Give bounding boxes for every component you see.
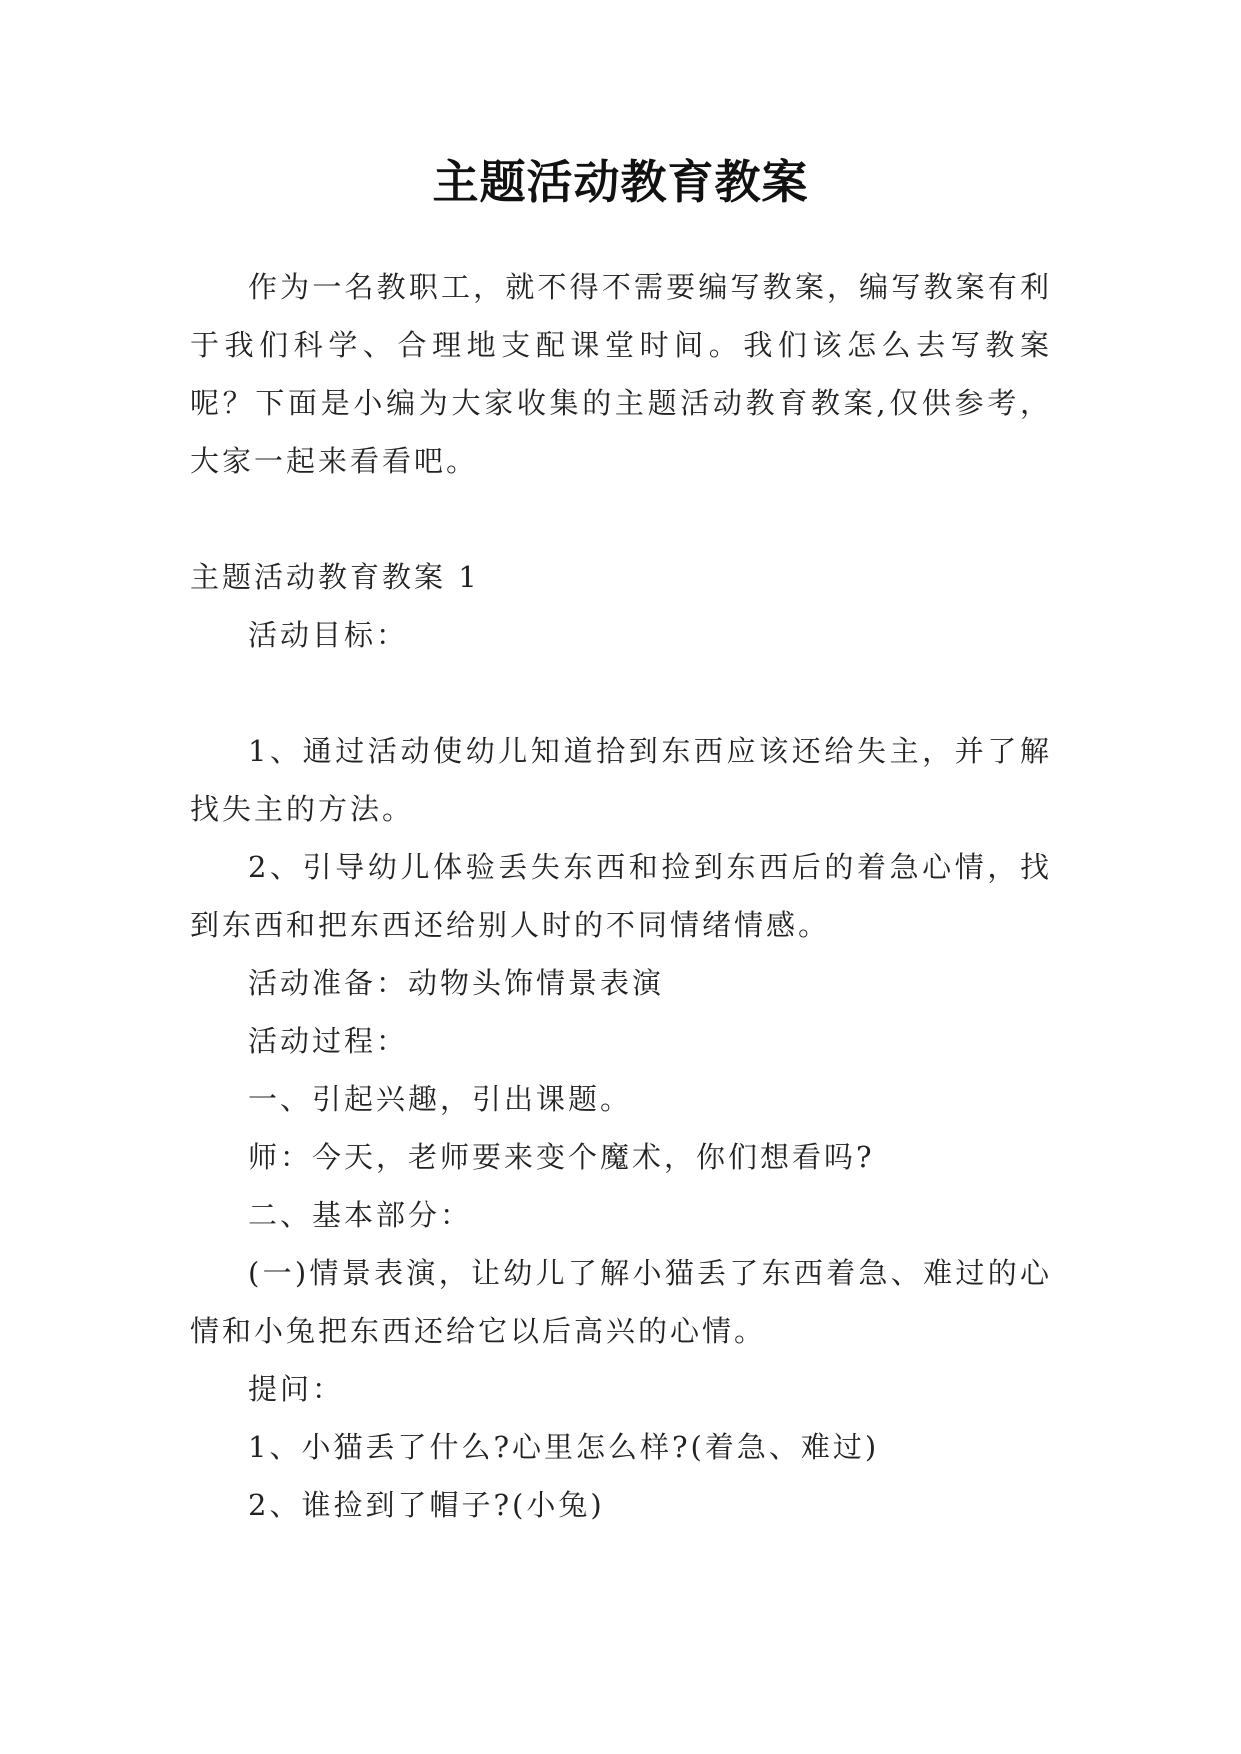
questions-label: 提问：	[248, 1372, 345, 1406]
process-label: 活动过程：	[248, 1024, 409, 1058]
intro-paragraph: 作为一名教职工，就不得不需要编写教案，编写教案有利于我们科学、合理地支配课堂时间。我们该怎么去写教案呢？下面是小编为大家收集的主题活动教育教案,仅供参考，大家一起来看看吧。	[190, 270, 1052, 478]
goal-item-2: 2、引导幼儿体验丢失东西和捡到东西后的着急心情，找到东西和把东西还给别人时的不同情绪情感。	[190, 850, 1052, 942]
question-item-2: 2、谁捡到了帽子?(小兔)	[248, 1488, 605, 1522]
spacer	[190, 490, 1052, 548]
question-item-1: 1、小猫丢了什么?心里怎么样?(着急、难过)	[248, 1430, 880, 1464]
spacer	[190, 664, 1052, 722]
document-title: 主题活动教育教案	[432, 155, 809, 209]
goals-label: 活动目标：	[248, 618, 409, 652]
process-step-2: 二、基本部分：	[248, 1198, 473, 1232]
section-heading: 主题活动教育教案 1	[190, 560, 480, 594]
teacher-line: 师：今天，老师要来变个魔术，你们想看吗?	[248, 1140, 875, 1174]
preparation-line: 活动准备：动物头饰情景表演	[248, 966, 665, 1000]
process-step-1: 一、引起兴趣，引出课题。	[248, 1082, 633, 1116]
scene-paragraph: (一)情景表演，让幼儿了解小猫丢了东西着急、难过的心情和小兔把东西还给它以后高兴的心情。	[190, 1256, 1052, 1348]
goal-item-1: 1、通过活动使幼儿知道拾到东西应该还给失主，并了解找失主的方法。	[190, 734, 1052, 826]
document-body	[190, 258, 1052, 1534]
